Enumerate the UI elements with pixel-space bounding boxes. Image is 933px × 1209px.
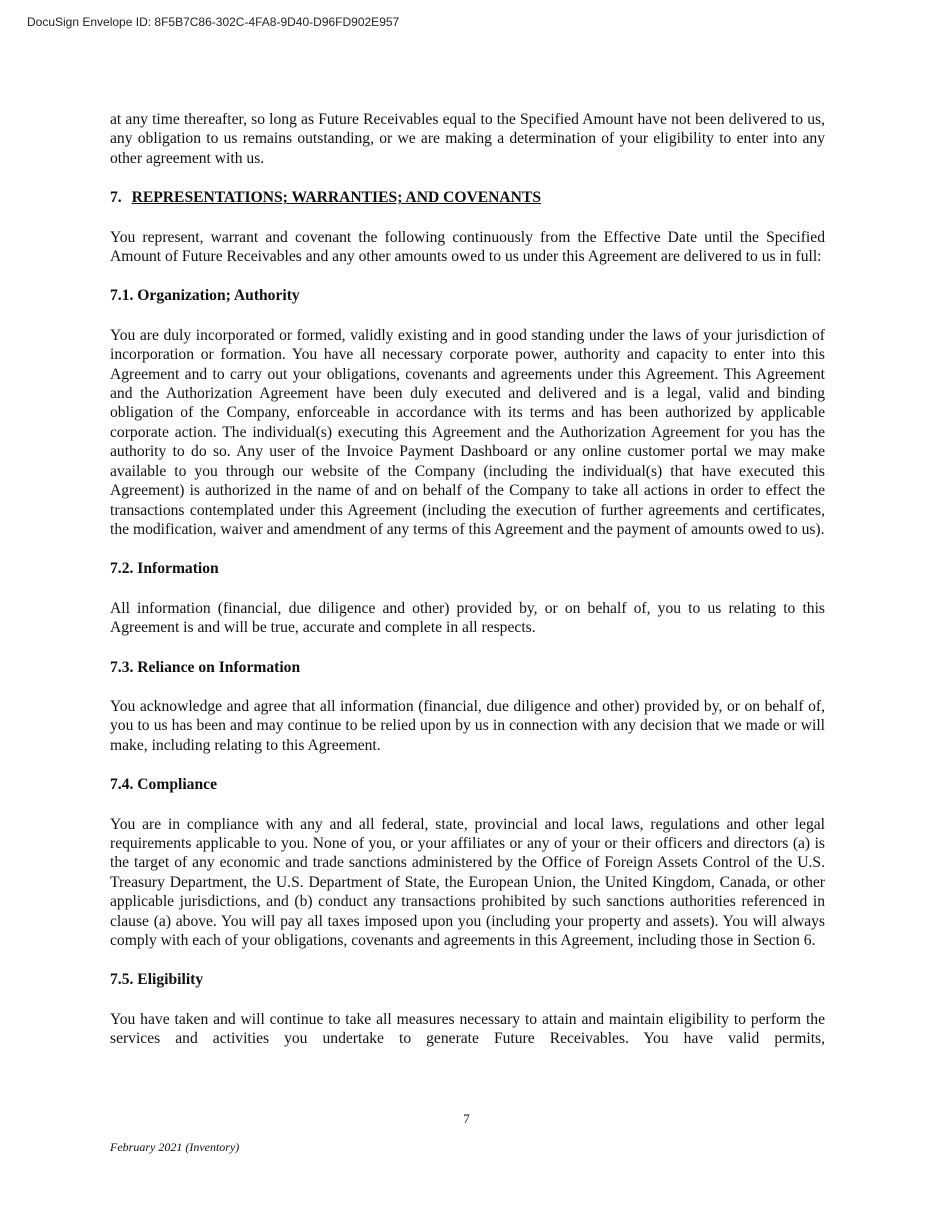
subsection-heading: 7.5. Eligibility bbox=[110, 971, 204, 989]
subsection-heading: 7.3. Reliance on Information bbox=[110, 658, 301, 676]
section-7-intro: You represent, warrant and covenant the following continuously from the Effective Date until the Specified Amount of Future Receivables and any other amounts owed to us under this Agreement are delivered to us in full: bbox=[110, 228, 825, 266]
section-7-heading: REPRESENTATIONS; WARRANTIES; AND COVENANTS bbox=[131, 189, 542, 207]
document-body bbox=[110, 110, 825, 1049]
subsection-text: You acknowledge and agree that all information (financial, due diligence and other) provided by, or on behalf of, you to us has been and may continue to be relied upon by us in connection with any decision that we made or will make, including relating to this Agreement. bbox=[110, 697, 825, 754]
subsection-text: All information (financial, due diligence and other) provided by, or on behalf of, you to us relating to this Agreement is and will be true, accurate and complete in all respects. bbox=[110, 599, 825, 637]
intro-paragraph: at any time thereafter, so long as Future Receivables equal to the Specified Amount have not been delivered to us, any obligation to us remains outstanding, or we are making a determination of your eligibility to enter into any other agreement with us. bbox=[110, 111, 825, 167]
subsection-heading: 7.1. Organization; Authority bbox=[110, 287, 300, 305]
subsection-heading: 7.2. Information bbox=[110, 560, 219, 578]
footer-date: February 2021 (Inventory) bbox=[110, 1140, 240, 1154]
section-7-number: 7. bbox=[110, 189, 122, 207]
section-7-title bbox=[110, 188, 825, 207]
envelope-id: DocuSign Envelope ID: 8F5B7C86-302C-4FA8-9D40-D96FD902E957 bbox=[27, 15, 400, 29]
page-number: 7 bbox=[463, 1111, 470, 1126]
subsection-heading: 7.4. Compliance bbox=[110, 776, 217, 794]
subsection-text: You have taken and will continue to take all measures necessary to attain and maintain eligibility to perform the services and activities you undertake to generate Future Receivables. You have valid permits, bbox=[110, 1010, 825, 1048]
subsection-text: You are in compliance with any and all federal, state, provincial and local laws, regulations and other legal requirements applicable to you. None of you, or your affiliates or any of your or their officers and directors (a) is the target of any economic and trade sanctions administered by the Office of Foreign Assets Control of the U.S. Treasury Department, the U.S. Department of State, the European Union, the United Kingdom, Canada, or other applicable jurisdictions, and (b) conduct any transactions prohibited by such sanctions authorities referenced in clause (a) above. You will pay all taxes imposed upon you (including your property and assets). You will always comply with each of your obligations, covenants and agreements in this Agreement, including those in Section 6. bbox=[110, 815, 825, 949]
subsection-text: You are duly incorporated or formed, validly existing and in good standing under the laws of your jurisdiction of incorporation or formation. You have all necessary corporate power, authority and capacity to enter into this Agreement and to carry out your obligations, covenants and agreements under this Agreement. This Agreement and the Authorization Agreement have been duly executed and delivered and is a legal, valid and binding obligation of the Company, enforceable in accordance with its terms and has been authorized by applicable corporate action. The individual(s) executing this Agreement and the Authorization Agreement for you has the authority to do so. Any user of the Invoice Payment Dashboard or any online customer portal we may make available to you through our website of the Company (including the individual(s) that have executed this Agreement) is authorized in the name of and on behalf of the Company to take all actions in order to effect the transactions contemplated under this Agreement (including the execution of further agreements and certificates, the modification, waiver and amendment of any terms of this Agreement and the payment of amounts owed to us). bbox=[110, 326, 825, 538]
